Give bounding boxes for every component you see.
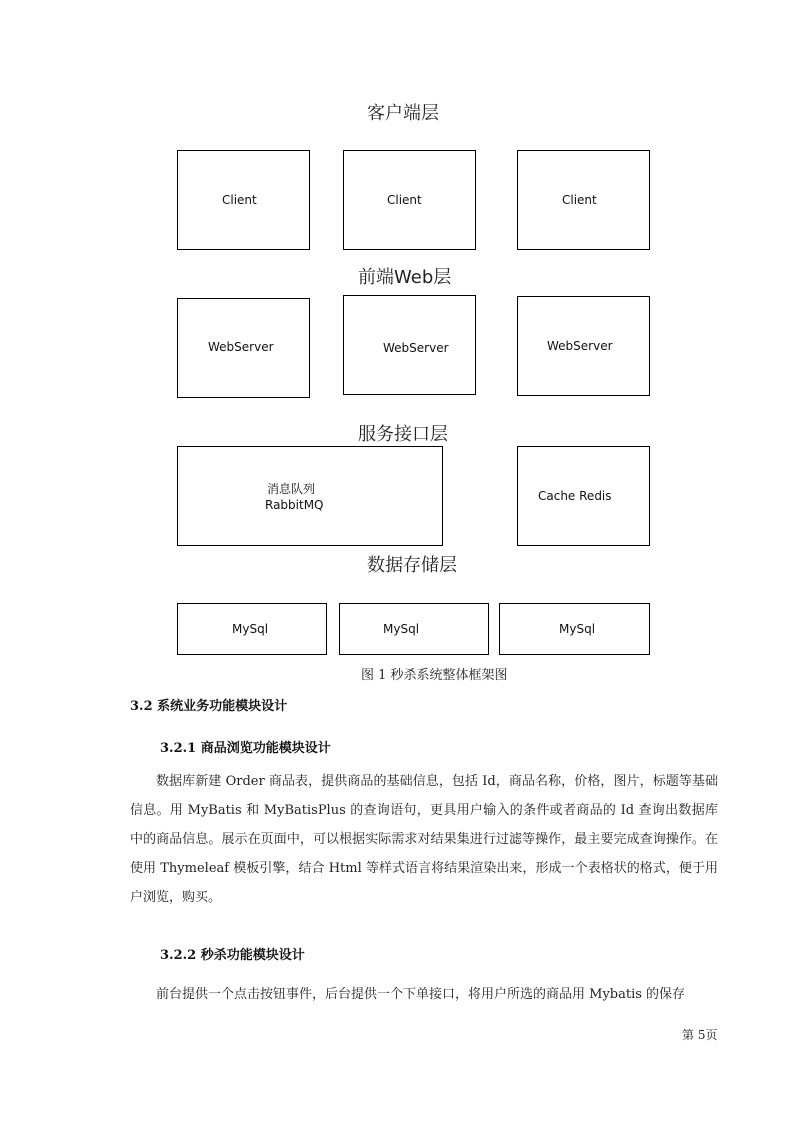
section-3-2-1-paragraph: 数据库新建 Order 商品表，提供商品的基础信息，包括 Id，商品名称，价格，图片，标题等基础信息。用 MyBatis 和 MyBatisPlus 的查询语句，更具用户输入的条件或者商品的 Id 查询出数据库中的商品信息。展示在页面中，可以根据实际需求对结果集进行过滤等操作，最主要完成查询操作。在使用 Thymeleaf 模板引擎，结合 Html 等样式语言将结果渲染出来，形成一个表格状的格式，便于用户浏览，购买。 [130, 774, 718, 905]
cache-redis-box [517, 446, 650, 546]
mysql-box-3 [499, 603, 650, 655]
section-3-2-1-body [130, 767, 718, 912]
rabbitmq-label: RabbitMQ [265, 498, 324, 512]
section-heading-3-2-2: 3.2.2 秒杀功能模块设计 [160, 948, 305, 963]
client-box-1 [177, 150, 310, 250]
section-3-2-2-body [130, 980, 718, 1009]
mysql-label-1: MySql [232, 622, 269, 636]
section-heading-3-2-1: 3.2.1 商品浏览功能模块设计 [160, 741, 331, 756]
webserver-box-3 [517, 296, 650, 396]
webserver-label-1: WebServer [208, 340, 274, 354]
mysql-label-3: MySql [559, 622, 596, 636]
section-3-2-2-paragraph: 前台提供一个点击按钮事件，后台提供一个下单接口，将用户所选的商品用 Mybatis 的保存 [156, 987, 686, 1002]
section-heading-3-2: 3.2 系统业务功能模块设计 [130, 699, 288, 714]
webserver-box-1 [177, 298, 310, 398]
layer-title-storage: 数据存储层 [367, 555, 457, 576]
page-number: 第 5页 [682, 1028, 718, 1042]
layer-title-web: 前端Web层 [358, 267, 452, 288]
client-label-1: Client [222, 193, 257, 207]
cache-redis-label: Cache Redis [538, 489, 612, 503]
mysql-label-2: MySql [383, 622, 420, 636]
client-label-2: Client [387, 193, 422, 207]
message-queue-box [177, 446, 443, 546]
message-queue-label: 消息队列 [267, 482, 316, 496]
figure-caption: 图 1 秒杀系统整体框架图 [361, 668, 508, 683]
layer-title-client: 客户端层 [367, 103, 439, 124]
mysql-box-1 [177, 603, 327, 655]
layer-title-service: 服务接口层 [358, 424, 448, 445]
client-label-3: Client [562, 193, 597, 207]
client-box-3 [517, 150, 650, 250]
mysql-box-2 [339, 603, 489, 655]
webserver-label-2: WebServer [383, 341, 449, 355]
webserver-label-3: WebServer [547, 339, 613, 353]
client-box-2 [343, 150, 476, 250]
webserver-box-2 [343, 295, 476, 395]
